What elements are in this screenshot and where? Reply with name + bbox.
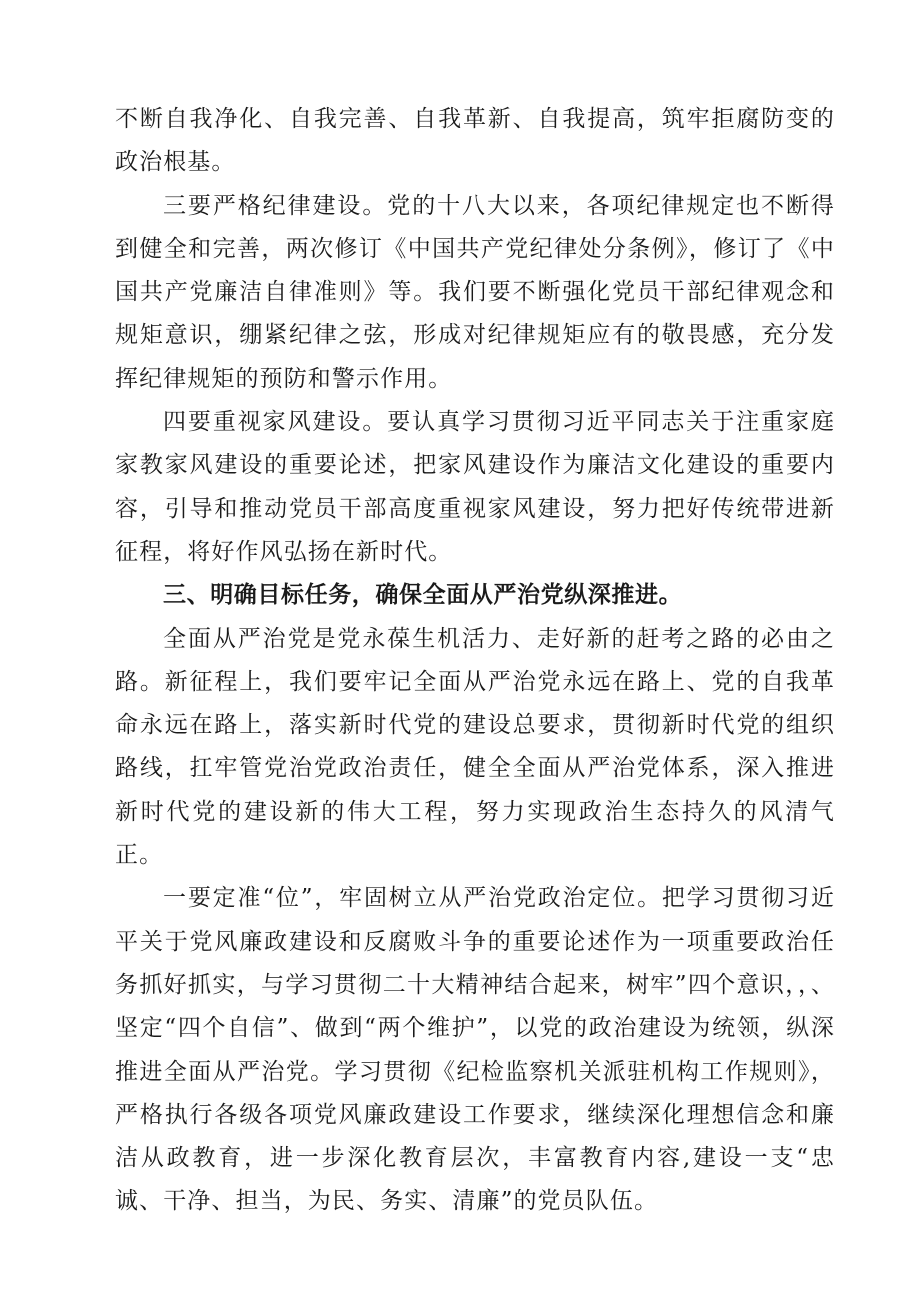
section-heading: 三、明确目标任务，确保全面从严治党纵深推进。 — [163, 582, 683, 609]
paragraph-discipline-building: 三要严格纪律建设。党的十八大以来，各项纪律规定也不断得到健全和完善，两次修订《中国共产党纪律处分条例》，修订了《中国共产党廉洁自律准则》等。我们要不断强化党员干部纪律观念和规矩意识，绷紧纪律之弦，形成对纪律规矩应有的敬畏感，充分发挥纪律规矩的预防和警示作用。 — [115, 192, 835, 392]
paragraph-political-positioning: 一要定准“位”，牢固树立从严治党政治定位。把学习贯彻习近平关于党风廉政建设和反腐败斗争的重要论述作为一项重要政治任务抓好抓实，与学习贯彻二十大精神结合起来，树牢”四个意识，，、坚定“四个自信”、做到“两个维护”，以党的政治建设为统领，纵深推进全面从严治党。学习贯彻《纪检监察机关派驻机构工作规则》，严格执行各级各项党风廉政建设工作要求，继续深化理想信念和廉洁从政教育，进一步深化教育层次，丰富教育内容,建设一支“忠诚、干净、担当，为民、务实、清廉”的党员队伍。 — [115, 885, 835, 1215]
paragraph-family-style-building: 四要重视家风建设。要认真学习贯彻习近平同志关于注重家庭家教家风建设的重要论述，把家风建设作为廉洁文化建设的重要内容，引导和推动党员干部高度重视家风建设，努力把好传统带进新征程，将好作风弘扬在新时代。 — [115, 409, 835, 565]
paragraph-continuation: 不断自我净化、自我完善、自我革新、自我提高，筑牢拒腐防变的政治根基。 — [115, 106, 835, 176]
paragraph-strict-governance: 全面从严治党是党永葆生机活力、走好新的赶考之路的必由之路。新征程上，我们要牢记全面从严治党永远在路上、党的自我革命永远在路上，落实新时代党的建设总要求，贯彻新时代党的组织路线，扛牢管党治党政治责任，健全全面从严治党体系，深入推进新时代党的建设新的伟大工程，努力实现政治生态持久的风清气正。 — [115, 625, 835, 869]
document-page — [115, 98, 835, 1224]
